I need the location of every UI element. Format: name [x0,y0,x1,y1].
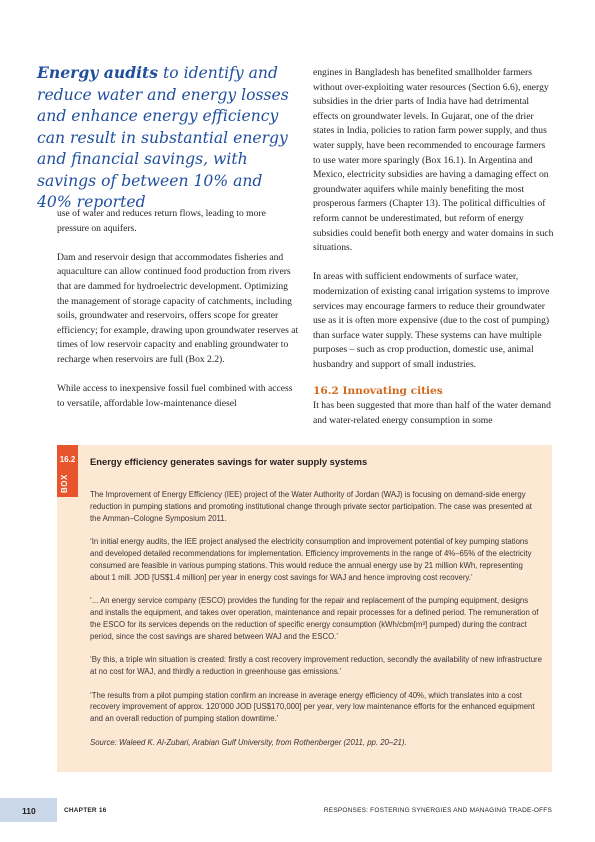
box-title: Energy efficiency generates savings for water supply systems [90,456,368,467]
box-paragraph: ‘... An energy service company (ESCO) provides the funding for the repair and replacement of the pumping equipment, designs and installs the equipment, and takes over operation, maintenance and repair processes for a defined period. The remuneration of the ESCO for its services depends on the reduction of specific energy consumption (kWh/cbm[m³] pumped) during the contract period, since the cost savings are shared between WAJ and the ESCO.’ [90,596,539,641]
section-heading: 16.2 Innovating cities [313,385,443,398]
pull-quote-text: to identify and reduce water and energy losses and enhance energy efficiency can result in substantial energy and financial savings, with savings of between 10% and 40% reported [37,64,289,211]
box-paragraph: ‘The results from a pilot pumping station confirm an increase in average energy efficiency of 40%, which translates into a cost recovery improvement of approx. 120’000 JOD [US$170,000] per year, very low maintenance efforts for the enhanced equipment and an overall reduction of pumping station downtime.’ [90,690,535,724]
box-number: 16.2 [59,455,76,464]
body-paragraph: It has been suggested that more than half of the water demand and water-related energy consumption in some [313,400,551,426]
pull-quote [37,62,299,214]
left-column [57,207,299,426]
box-paragraph: The Improvement of Energy Efficiency (IEE) project of the Water Authority of Jordan (WAJ) is focusing on demand-side energy reduction in pumping stations and promoting institutional change through private sector participation. The case was presented at the Amman–Cologne Symposium 2011. [90,490,532,523]
right-column [313,66,555,443]
page-number: 110 [22,806,36,816]
box-content [90,455,542,760]
body-paragraph: In areas with sufficient endowments of surface water, modernization of existing canal irrigation systems to improve services may encourage farmers to reduce their groundwater use as it is often more expensive (due to the cost of pumping) than surface water supply. These systems can have multiple purposes – such as crop production, domestic use, animal husbandry and support of small industries. [313,271,550,370]
body-paragraph: Dam and reservoir design that accommodates fisheries and aquaculture can allow continued food production from rivers that are dammed for hydroelectric development. Optimizing the management of storage capacity of catchments, including soils, groundwater and reservoirs, offers scope for greater efficiency; for example, drawing upon groundwater reserves at times of low reservoir capacity and enabling groundwater to recharge when reservoirs are full (Box 2.2). [57,251,299,365]
body-paragraph: engines in Bangladesh has benefited smallholder farmers without over-exploiting water resources (Section 6.6), energy subsidies in the drier parts of India have had detrimental effects on groundwater levels. In Gujarat, one of the drier states in India, policies to ration farm power supply, and thus water supply, have been recommended to encourage farmers to use water more sparingly (Box 16.1). In Argentina and Mexico, electricity subsidies are having a damaging effect on groundwater aquifers while mainly benefiting the most prosperous farmers (Chapter 13). The political difficulties of reform cannot be underestimated, but reform of energy subsidies could benefit both energy and water domains in such situations. [313,67,554,254]
box-label: BOX [60,474,69,493]
footer-chapter: CHAPTER 16 [64,807,107,814]
box-tab [57,445,78,497]
footer-title: RESPONSES: FOSTERING SYNERGIES AND MANAGING TRADE-OFFS [323,807,552,814]
body-paragraph: While access to inexpensive fossil fuel combined with access to versatile, affordable low-maintenance diesel [57,383,293,409]
body-paragraph: use of water and reduces return flows, leading to more pressure on aquifers. [57,208,266,234]
box-paragraph: ‘By this, a triple win situation is created: firstly a cost recovery improvement reduction, secondly the availability of new infrastructure at no cost for WAJ, and thirdly a reduction in greenhouse gas emissions.’ [90,655,542,676]
box-paragraph: ‘In initial energy audits, the IEE project analysed the electricity consumption and improvement potential of key pumping stations and developed detailed recommendations for implementation. Efficiency improvements in the range of 4%–65% of the electricity consumed are feasible in various pumping stations. This would reduce the annual energy use by 21 million kWh, representing about 1 mill. JOD [US$1.4 million] per year in energy cost savings for WAJ and hence improving cost recovery.’ [90,537,532,582]
box-16-2 [57,445,552,772]
box-source: Source: Waleed K. Al-Zubari, Arabian Gulf University, from Rothenberger (2011, pp. 20–21). [90,737,407,747]
pull-quote-bold: Energy audits [37,63,159,82]
